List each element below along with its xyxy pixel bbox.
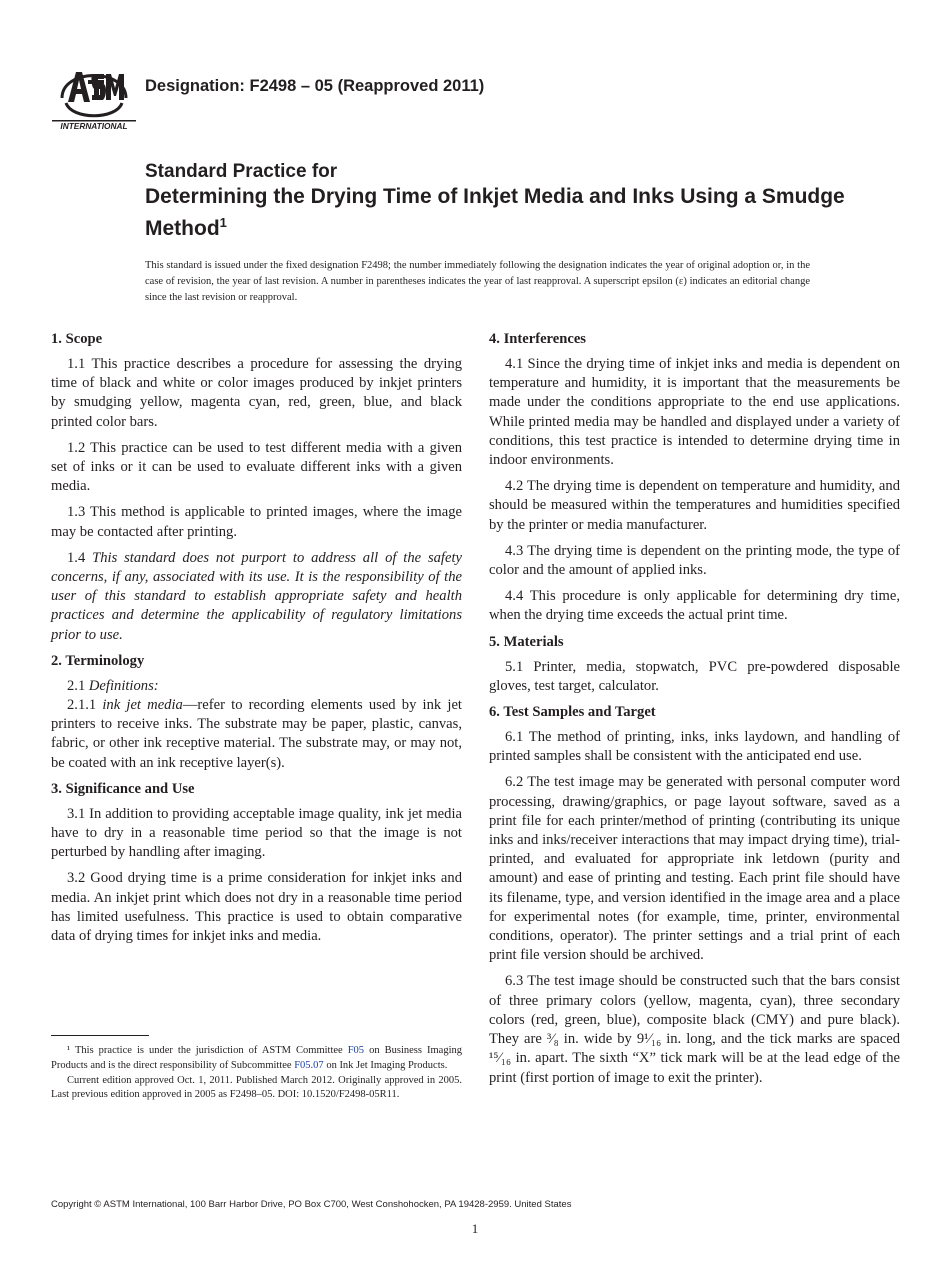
footnote-1-text-c: on Ink Jet Imaging Products. xyxy=(323,1059,448,1071)
right-column xyxy=(489,330,900,1095)
intro-paragraph: This standard is issued under the fixed designation F2498; the number immediately following the designation indicates the year of original adoption or, in the case of revision, the year of last revision. A number in parentheses indicates the year of last reapproval. A superscript epsilon (ε) indicates an editorial change since the last revision or reapproval. xyxy=(145,260,810,303)
paragraph-4-4: 4.4 This procedure is only applicable for determining dry time, when the drying time exceeds the actual print time. xyxy=(489,588,900,624)
page-number: 1 xyxy=(471,1221,479,1236)
paragraph-1-4-number: 1.4 xyxy=(67,549,93,566)
document-title xyxy=(145,160,845,242)
astm-seal-icon xyxy=(52,58,136,132)
paragraph-2-1-1-text: —refer to recording elements used by ink jet printers to receive inks. The substrate may be paper, plastic, canvas, fabric, or other ink receptive material. The substrate may, or may not, be coated with an ink receptive layer(s). xyxy=(51,697,462,771)
paragraph-2-1-1 xyxy=(51,696,462,773)
footnote-1-text-a: ¹ This practice is under the jurisdiction of ASTM Committee xyxy=(67,1045,348,1056)
left-column xyxy=(51,330,462,953)
paragraph-6-2: 6.2 The test image may be generated with personal computer word processing, drawing/graphics, or page layout software, saved as a print file for each printer/method of printing (contributing its unique inks and inks/receiver interactions that may impact drying time), trial-printed, and evaluated for appropriate ink letdown (purity and amount) and ease of printing and testing. Each print file should have its filename, type, and version identified in the image area and a place for experimental notes (for example, time, printer, environmental conditions, operator). The printer settings and a trial print of each print file version should be archived. xyxy=(489,774,900,964)
copyright: Copyright © ASTM International, 100 Barr Harbor Drive, PO Box C700, West Conshohocken, PA 19428-2959. United States xyxy=(51,1199,572,1210)
paragraph-1-2: 1.2 This practice can be used to test different media with a given set of inks or it can be used to evaluate different inks with a given media. xyxy=(51,439,462,495)
paragraph-2-1-number: 2.1 xyxy=(67,677,89,694)
section-significance-heading: 3. Significance and Use xyxy=(51,780,195,797)
paragraph-4-2: 4.2 The drying time is dependent on temperature and humidity, and should be measured within the temperatures and humidities specified by the printer or media manufacturer. xyxy=(489,478,900,533)
title-footnote-mark: 1 xyxy=(219,215,227,230)
section-scope-heading: 1. Scope xyxy=(51,331,103,347)
designation: Designation: F2498 – 05 (Reapproved 2011) xyxy=(145,77,485,95)
footnote-edition: Current edition approved Oct. 1, 2011. Published March 2012. Originally approved in 2005. Last previous edition approved in 2005 as F2498–05. DOI: 10.1520/F2498-05R11. xyxy=(51,1074,462,1101)
paragraph-2-1-1-number: 2.1.1 xyxy=(67,697,103,714)
title-main-text: Determining the Drying Time of Inkjet Media and Inks Using a Smudge Method xyxy=(145,185,845,240)
paragraph-6-1: 6.1 The method of printing, inks, inks laydown, and handling of printed samples shall be consistent with the anticipated end use. xyxy=(489,729,900,765)
paragraph-1-4 xyxy=(51,549,462,645)
paragraph-3-2: 3.2 Good drying time is a prime consideration for inkjet inks and media. An inkjet print which does not dry in a reasonable time period has limited usefulness. This practice is used to obtain comparative data of drying times for inkjet inks and media. xyxy=(51,870,462,945)
footnotes xyxy=(51,1044,462,1103)
paragraph-4-1: 4.1 Since the drying time of inkjet inks and media is dependent on temperature and humidity, it is important that the measurements be made under the conditions appropriate to the end use applications. While printed media may be handled and displayed under a variety of conditions, this test practice is intended to determine drying time in indoor environments. xyxy=(489,356,900,469)
section-materials-heading: 5. Materials xyxy=(489,633,564,650)
footnote-1 xyxy=(51,1044,462,1074)
committee-f05-link[interactable]: F05 xyxy=(347,1045,365,1056)
paragraph-1-4-text: This standard does not purport to address all of the safety concerns, if any, associated with its use. It is the responsibility of the user of this standard to establish appropriate safety and health practices and determine the applicability of regulatory limitations prior to use. xyxy=(51,549,462,643)
paragraph-3-1: 3.1 In addition to providing acceptable image quality, ink jet media have to dry in a reasonable time period so that the image is not perturbed by handling after imaging. xyxy=(51,805,462,861)
title-line1: Standard Practice for xyxy=(145,161,338,182)
section-interferences-heading: 4. Interferences xyxy=(489,331,586,347)
paragraph-1-3: 1.3 This method is applicable to printed images, where the image may be contacted after printing. xyxy=(51,504,462,540)
section-test-samples-heading: 6. Test Samples and Target xyxy=(489,704,656,721)
logo-text: INTERNATIONAL xyxy=(60,121,128,131)
term-ink-jet-media: ink jet media xyxy=(102,697,183,714)
paragraph-2-1 xyxy=(51,677,462,696)
paragraph-6-3: 6.3 The test image should be constructed such that the bars consist of three primary colors (yellow, magenta, cyan), three secondary colors (red, green, blue), composite black (CMY) and pure black). They are ³⁄₈ in. wide by 9¹⁄₁₆ in. long, and the tick marks are spaced ¹⁵⁄₁₆ in. apart. The sixth “X” tick mark will be at the lead edge of the print (first portion of image to exit the printer). xyxy=(489,973,900,1086)
paragraph-5-1: 5.1 Printer, media, stopwatch, PVC pre-powdered disposable gloves, test target, calculator. xyxy=(489,658,900,694)
paragraph-2-1-text: Definitions: xyxy=(88,677,159,694)
paragraph-1-1: 1.1 This practice describes a procedure for assessing the drying time of black and white or color images produced by inkjet printers by smudging yellow, magenta cyan, red, green, blue, and black printed color bars. xyxy=(51,356,462,430)
paragraph-4-3: 4.3 The drying time is dependent on the printing mode, the type of color and the amount of applied inks. xyxy=(489,542,900,579)
section-terminology-heading: 2. Terminology xyxy=(51,652,145,669)
footnote-divider xyxy=(51,1035,149,1036)
astm-logo xyxy=(52,58,136,132)
subcommittee-f05-07-link[interactable]: F05.07 xyxy=(294,1059,324,1071)
footnote-1-text-b: on Business Imaging Products and is the direct responsibility of Subcommittee xyxy=(51,1045,462,1071)
title-main xyxy=(145,184,845,242)
